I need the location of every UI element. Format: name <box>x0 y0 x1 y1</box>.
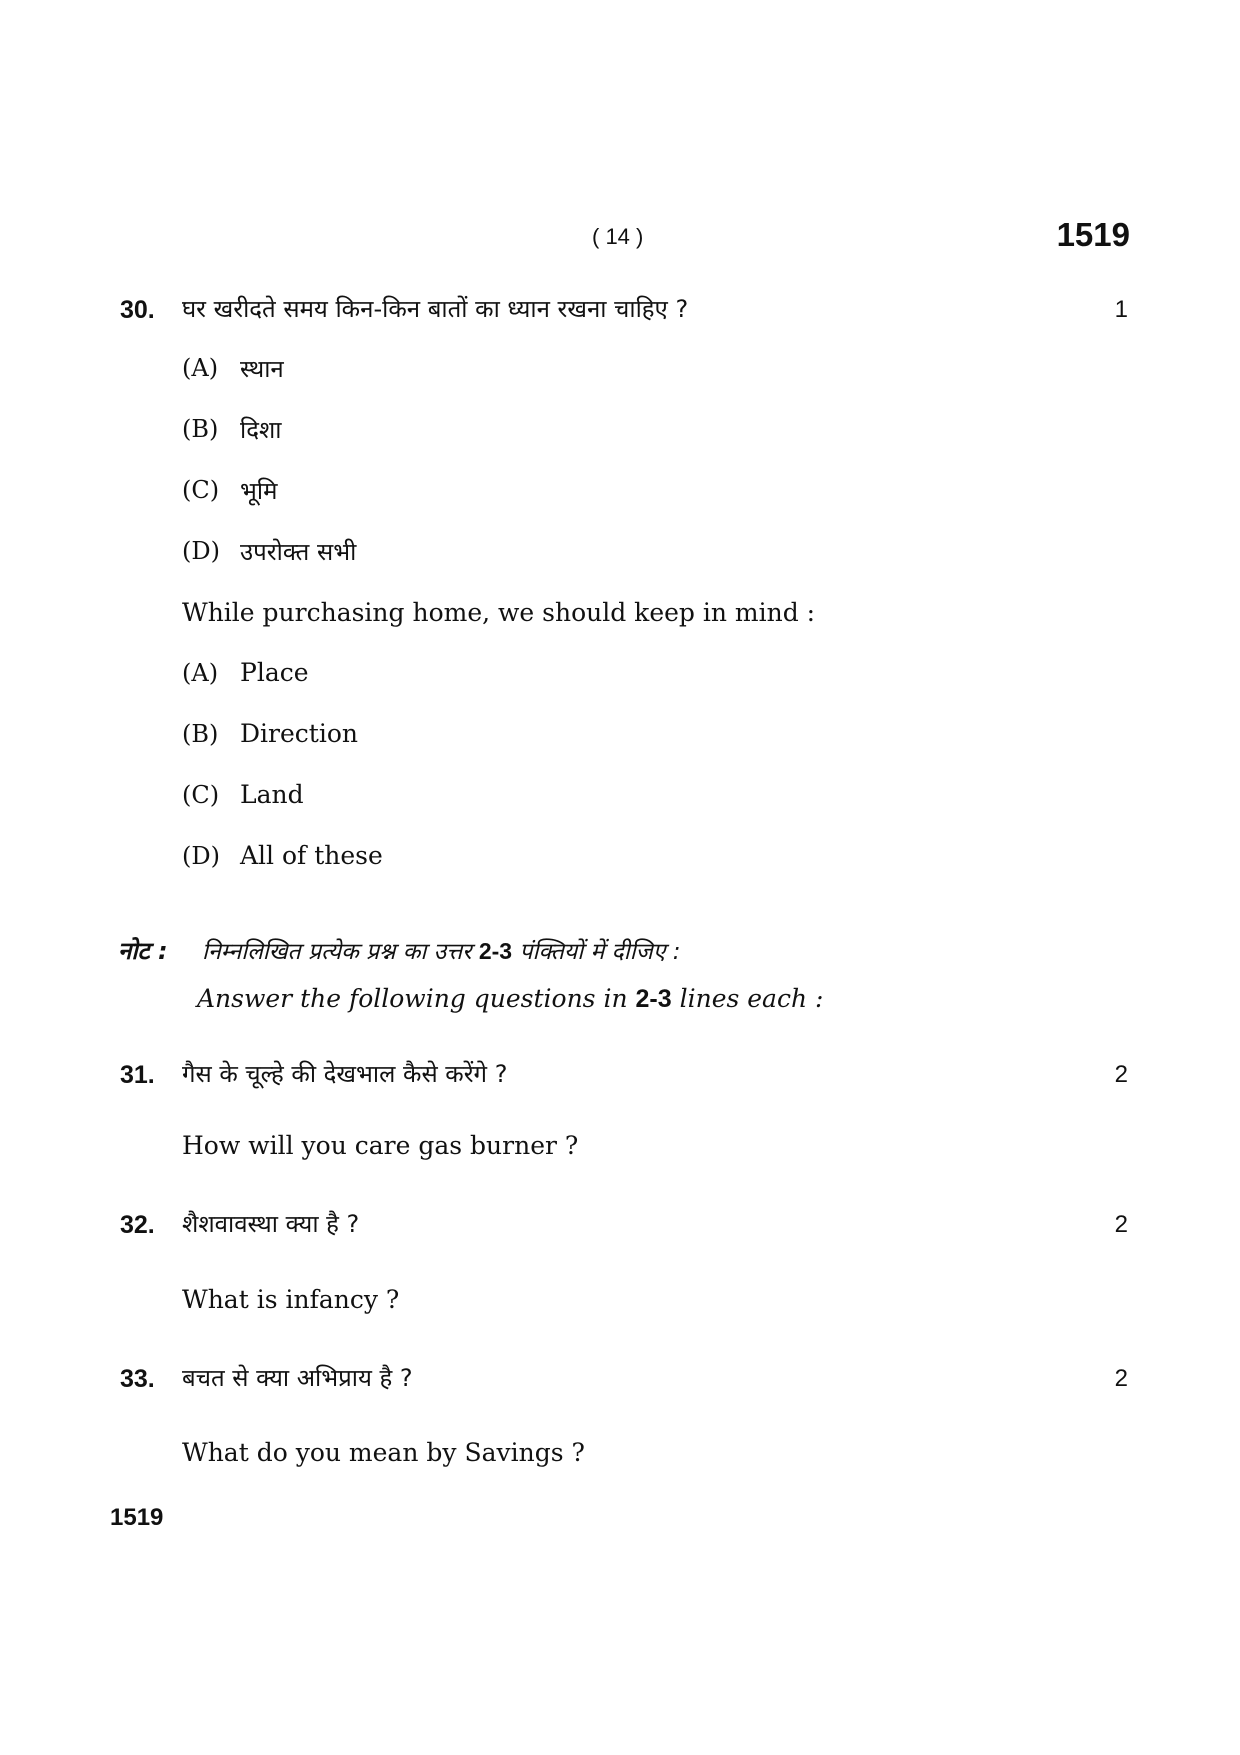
note-label: नोट : <box>118 937 168 965</box>
question-32-text-hindi: शैशवावस्था क्या है ? <box>182 1210 360 1238</box>
q30-hi-option-d-label: (D) <box>182 537 220 565</box>
question-33-text-english: What do you mean by Savings ? <box>182 1438 585 1467</box>
paper-code-footer: 1519 <box>110 1504 164 1531</box>
q30-hi-option-c-label: (C) <box>182 476 220 504</box>
note-english-lines-count: 2-3 <box>635 985 672 1013</box>
q30-en-option-c-text: Land <box>240 780 304 809</box>
question-32-marks: 2 <box>1114 1211 1128 1238</box>
question-30-text-english: While purchasing home, we should keep in mind : <box>182 598 816 627</box>
question-33-text-hindi: बचत से क्या अभिप्राय है ? <box>182 1364 413 1392</box>
q30-en-option-d-label: (D) <box>182 842 220 870</box>
q30-hi-option-a-text: स्थान <box>240 355 284 383</box>
q30-en-option-b-text: Direction <box>240 719 358 748</box>
q30-en-option-d-text: All of these <box>240 841 383 870</box>
note-hindi-part-2: पंक्तियों में दीजिए : <box>512 939 681 965</box>
question-32-number: 32. <box>120 1211 155 1239</box>
question-31-number: 31. <box>120 1061 155 1089</box>
q30-hi-option-b-text: दिशा <box>240 416 282 444</box>
q30-en-option-a-label: (A) <box>182 659 219 687</box>
q30-hi-option-d-text: उपरोक्त सभी <box>240 538 357 566</box>
paper-code-header: 1519 <box>1056 216 1130 253</box>
q30-en-option-a-text: Place <box>240 658 309 687</box>
note-hindi-part-1: निम्नलिखित प्रत्येक प्रश्न का उत्तर <box>202 939 479 965</box>
question-31-text-hindi: गैस के चूल्हे की देखभाल कैसे करेंगे ? <box>182 1060 508 1088</box>
question-31-text-english: How will you care gas burner ? <box>182 1131 579 1160</box>
question-30-number: 30. <box>120 296 155 324</box>
question-30-text-hindi: घर खरीदते समय किन-किन बातों का ध्यान रखना चाहिए ? <box>182 295 689 323</box>
note-text-hindi <box>202 934 681 966</box>
question-33-marks: 2 <box>1114 1365 1128 1392</box>
q30-hi-option-c-text: भूमि <box>240 477 278 505</box>
q30-en-option-b-label: (B) <box>182 720 219 748</box>
question-31-marks: 2 <box>1114 1061 1128 1088</box>
note-text-english <box>197 984 823 1014</box>
q30-hi-option-a-label: (A) <box>182 354 219 382</box>
note-english-part-2: lines each : <box>671 984 824 1013</box>
note-english-part-1: Answer the following questions in <box>197 984 636 1013</box>
q30-en-option-c-label: (C) <box>182 781 220 809</box>
note-hindi-lines-count: 2-3 <box>478 938 513 964</box>
question-32-text-english: What is infancy ? <box>182 1285 400 1314</box>
page-number: ( 14 ) <box>592 224 644 249</box>
q30-hi-option-b-label: (B) <box>182 415 219 443</box>
question-30-marks: 1 <box>1114 296 1128 323</box>
question-33-number: 33. <box>120 1365 155 1393</box>
